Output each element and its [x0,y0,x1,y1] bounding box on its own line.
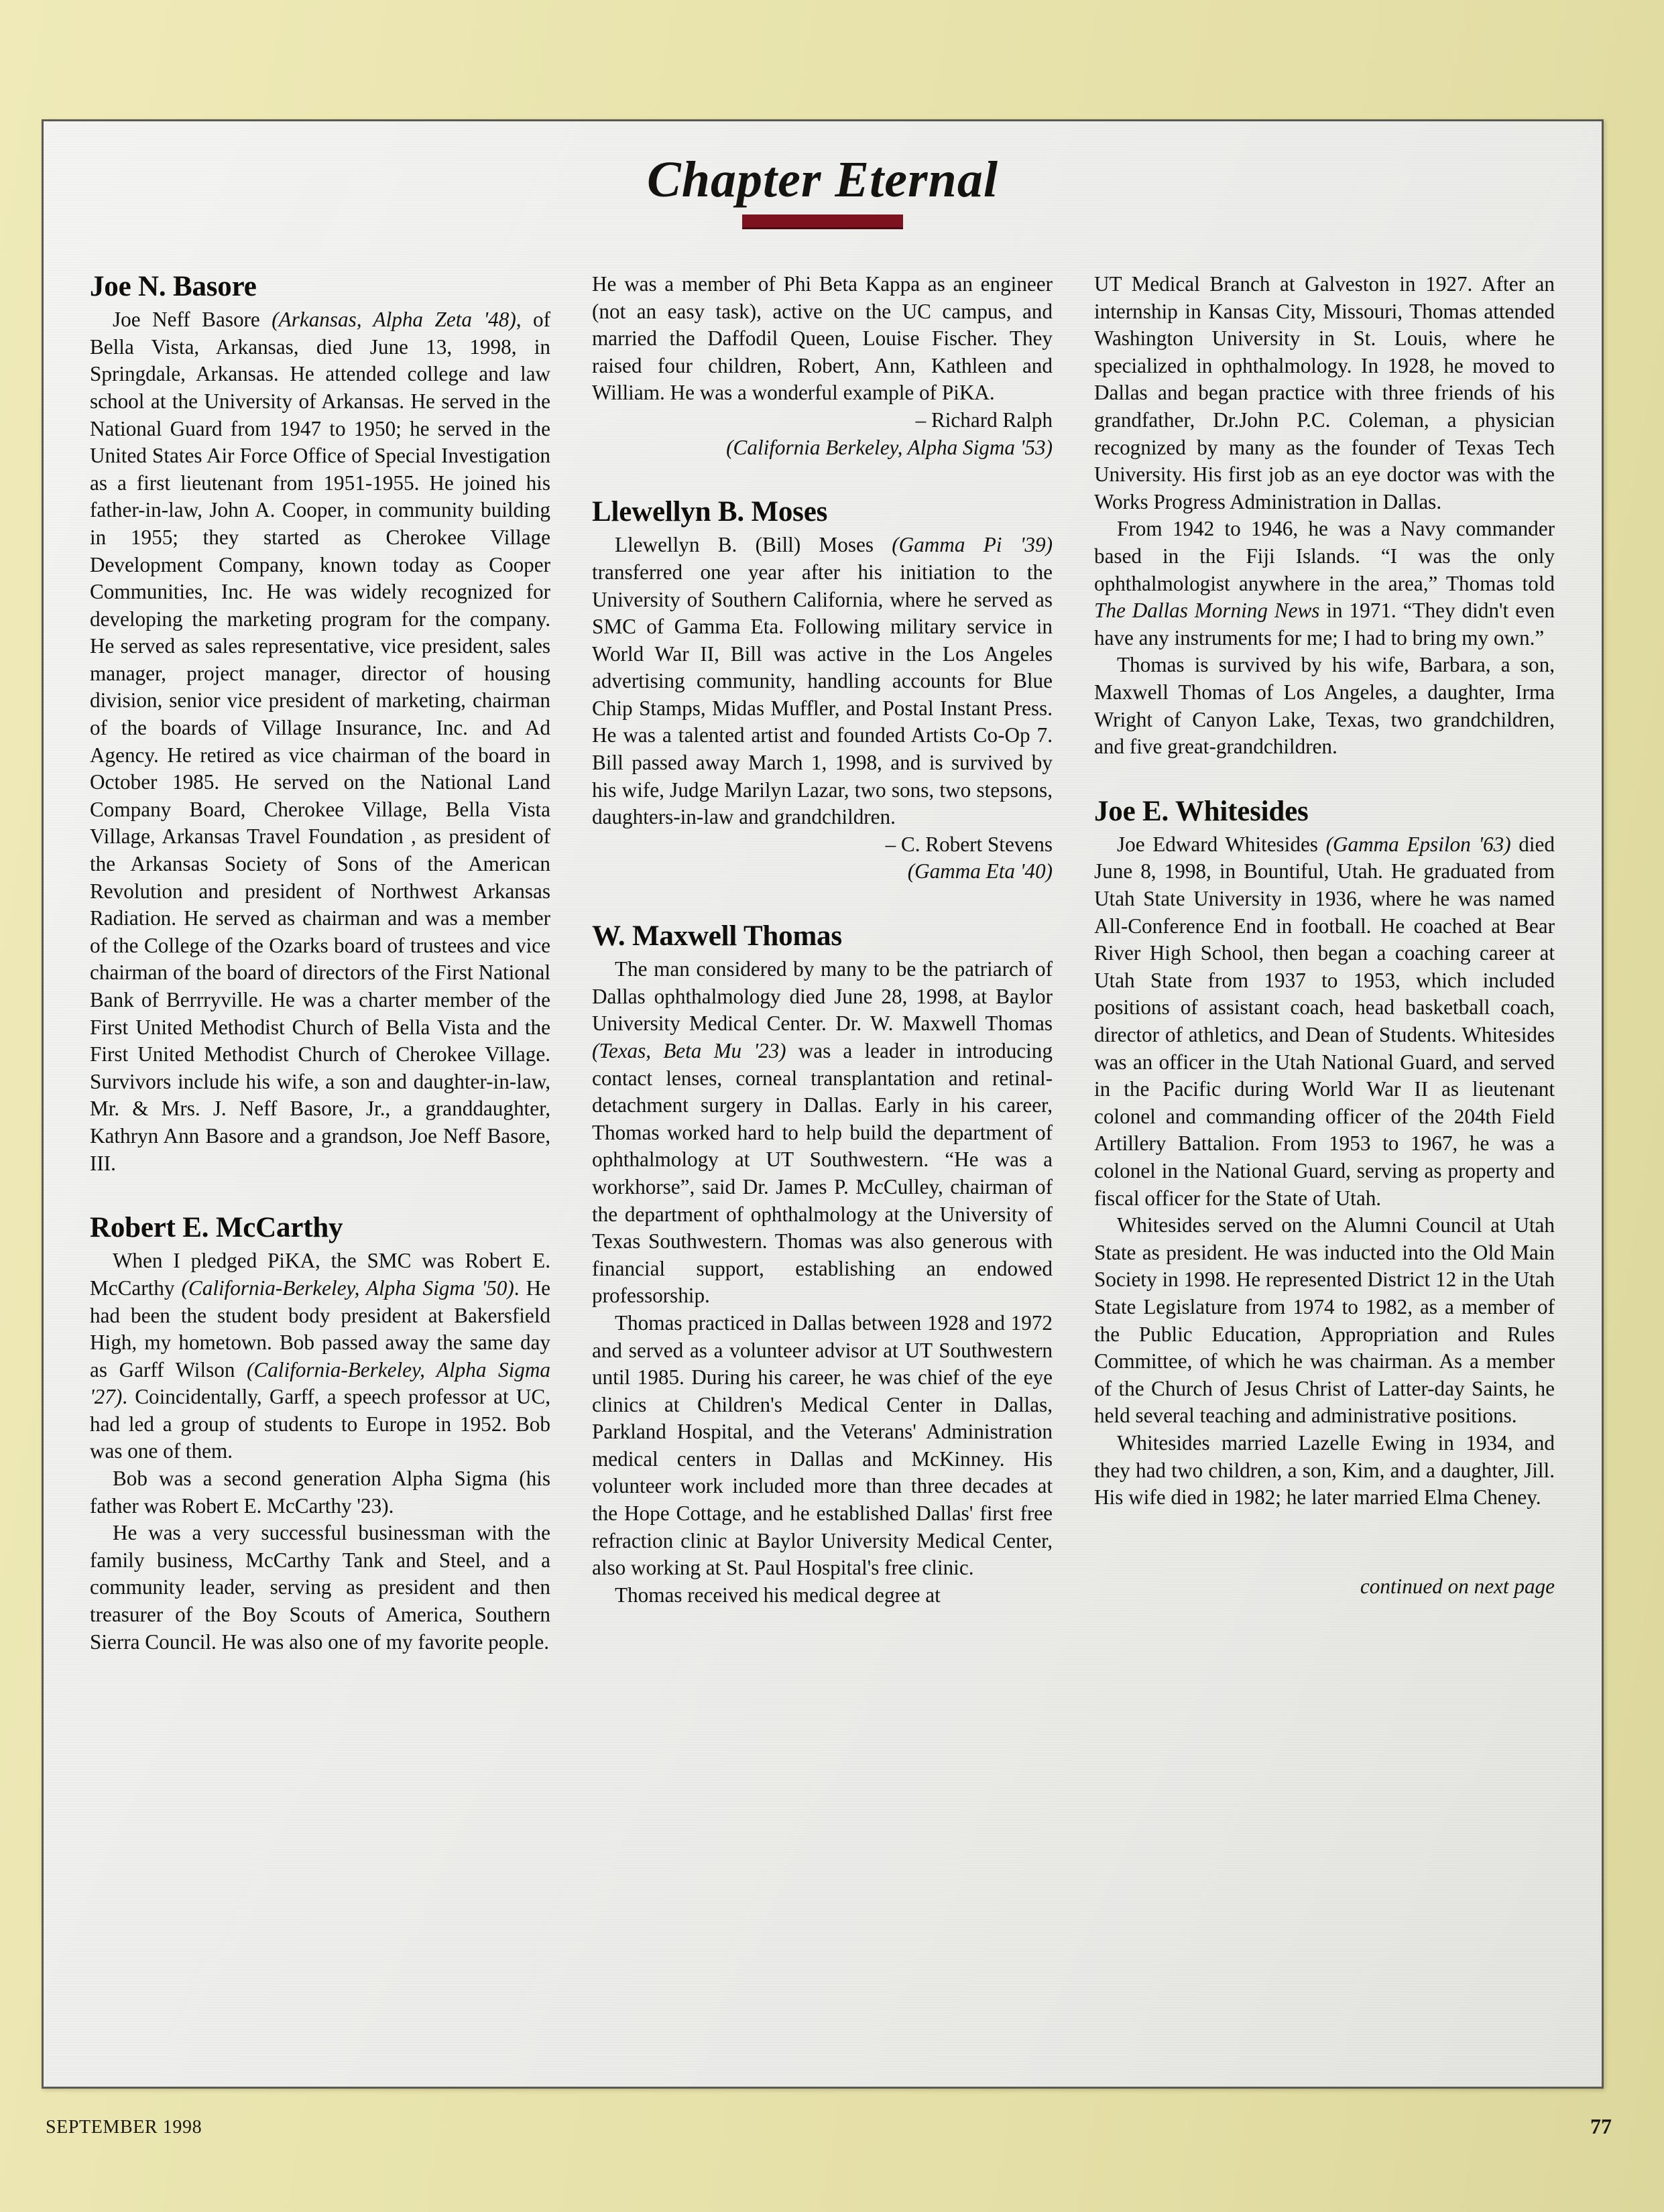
chapter-designation: (California-Berkeley, Alpha Sigma '50) [181,1276,514,1300]
attribution-name-ralph: – Richard Ralph [915,408,1053,432]
text-run: Llewellyn B. (Bill) Moses [615,533,892,557]
text-run: died June 8, 1998, in Bountiful, Utah. He graduated from Utah State University in 1936, where he was named All-Conference End in football. He coached at Bear River High School, then began a coaching career at Utah State from 1937 to 1953, which included positions of assistant coach, head basketball coach, director of athletics, and Dean of Students. Whitesides was an officer in the Utah National Guard, and served in the Pacific during World War II as lieutenant colonel and commanding officer of the 204th Field Artillery Battalion. From 1953 to 1967, he was a colonel in the National Guard, serving as property and fiscal officer for the State of Utah. [1094,832,1555,1210]
obituary-body-thomas-p2: Thomas practiced in Dallas between 1928 and 1972 and served as a volunteer advisor at UT Southwestern until 1985. During his career, he was chief of the eye clinics at Children's Medical Center in Dallas, Parkland Hospital, and the Veterans' Administration medical centers in Dallas and McKinney. His volunteer work included more than three decades at the Hope Cottage, and he established Dallas' first free refraction clinic at Baylor University Medical Center, also working at St. Paul Hospital's free clinic. [592,1310,1053,1580]
continued-note: continued on next page [1360,1574,1555,1598]
text-run: The man considered by many to be the patriarch of Dallas ophthalmology died June 28, 1998, at Baylor University Medical Center. Dr. W. Maxwell Thomas [592,957,1053,1036]
text-run: Joe Neff Basore [113,308,272,332]
text-run: , of Bella Vista, Arkansas, died June 13, 1998, in Springdale, Arkansas. He attended college and law school at the University of Arkansas. He served in the National Guard from 1947 to 1950; he served in the United States Air Force Office of Special Investigation as a first lieutenant from 1951-1955. He joined his father-in-law, John A. Cooper, in community building in 1955; they started as Cherokee Village Development Company, known today as Cooper Communities, Inc. He was widely recognized for developing the marketing program for the company. He served as sales representative, vice president, sales manager, project manager, director of housing division, senior vice president of marketing, chairman of the boards of Village Insurance, Inc. and Ad Agency. He retired as vice chairman of the board in October 1985. He served on the National Land Company Board, Cherokee Village, Bella Vista Village, Arkansas Travel Foundation , as president of the Arkansas Society of Sons of the American Revolution and president of Northwest Arkansas Radiation. He served as chairman and was a member of the College of the Ozarks board of trustees and vice chairman of the board of directors of the First National Bank of Berrryville. He was a charter member of the First United Methodist Church of Bella Vista and the First United Methodist Church of Cherokee Village. Survivors include his wife, a son and daughter-in-law, Mr. & Mrs. J. Neff Basore, Jr., a granddaughter, Kathryn Ann Basore and a grandson, Joe Neff Basore, III. [90,308,551,1175]
column-3 [1094,271,1555,2028]
obituary-body-mccarthy-p2: Bob was a second generation Alpha Sigma (his father was Robert E. McCarthy '23). [90,1467,550,1518]
attribution-chapter-stevens: (Gamma Eta '40) [907,859,1053,883]
obituary-body-thomas-p3-continued: UT Medical Branch at Galveston in 1927. After an internship in Kansas City, Missouri, Thomas attended Washington University in St. Louis, where he specialized in ophthalmology. In 1928, he moved to Dallas and began practice with three friends of his grandfather, Dr.John P.C. Coleman, a physician recognized by many as the founder of Texas Tech University. His first job as an eye doctor was with the Works Progress Administration in Dallas. [1094,272,1555,513]
obituary-body-mccarthy-p1 [90,1247,550,1465]
page-number: 77 [1590,2114,1612,2138]
chapter-designation: (Arkansas, Alpha Zeta '48) [272,308,516,332]
text-run: Joe Edward Whitesides [1117,832,1326,856]
chapter-designation: (Texas, Beta Mu '23) [592,1038,786,1062]
obituary-body-whitesides-p3: Whitesides married Lazelle Ewing in 1934, and they had two children, a son, Kim, and a daughter, Jill. His wife died in 1982; he later married Elma Cheney. [1094,1430,1555,1510]
obituary-body-mccarthy-p3: He was a very successful businessman with the family business, McCarthy Tank and Steel, and a community leader, serving as president and then treasurer of the Boy Scouts of America, Southern Sierra Council. He was also one of my favorite people. [90,1521,550,1654]
page-sheet [42,119,1604,2089]
page-footer [42,2114,1622,2146]
text-run: When I pledged PiKA, the SMC was Robert E. McCarthy [90,1249,550,1300]
chapter-designation: (California-Berkeley, Alpha Sigma '27) [90,1357,550,1409]
obituary-heading-basore: Joe N. Basore [90,271,257,302]
text-run: . He had been the student body president at Bakersfield High, my hometown. Bob passed away the same day as Garff Wilson [90,1276,550,1381]
publication-title: The Dallas Morning News [1094,599,1320,623]
text-run: . Coincidentally, Garff, a speech professor at UC, had led a group of students to Europe in 1952. Bob was one of them. [90,1385,550,1463]
column-1 [90,271,550,2028]
obituary-body-whitesides-p1 [1094,831,1555,1212]
obituary-body-thomas-p1 [592,956,1053,1310]
obituary-heading-thomas: W. Maxwell Thomas [592,920,842,953]
obituary-body-thomas-p3-start: Thomas received his medical degree at [615,1583,941,1607]
masthead [42,151,1604,229]
obituary-heading-mccarthy: Robert E. McCarthy [90,1212,343,1244]
text-run: in 1971. “They didn't even have any instruments for me; I had to bring my own.” [1094,599,1555,650]
attribution-name-stevens: – C. Robert Stevens [885,832,1053,856]
text-run: transferred one year after his initiation to the University of Southern California, where he served as SMC of Gamma Eta. Following military service in World War II, Bill was active in the Los Angeles advertising community, handling accounts for Blue Chip Stamps, Midas Muffler, and Postal Instant Press. He was a talented artist and founded Artists Co-Op 7. Bill passed away March 1, 1998, and is survived by his wife, Judge Marilyn Lazar, two sons, two stepsons, daughters-in-law and grandchildren. [592,560,1053,829]
obituary-heading-whitesides: Joe E. Whitesides [1094,795,1309,827]
obituary-body-basore [90,306,550,1177]
attribution-chapter-ralph: (California Berkeley, Alpha Sigma '53) [726,435,1053,459]
obituary-body-whitesides-p2: Whitesides served on the Alumni Council at Utah State as president. He was inducted into the Old Main Society in 1998. He represented District 12 in the Utah State Legislature from 1974 to 1982, as a member of the Public Education, Appropriation and Rules Committee, of which he was chairman. As a member of the Church of Jesus Christ of Latter-day Saints, he held several teaching and administrative positions. [1094,1213,1555,1428]
chapter-designation: (Gamma Pi '39) [892,533,1053,557]
obituary-heading-moses: Llewellyn B. Moses [592,496,828,528]
column-2 [592,271,1053,2028]
page-title: Chapter Eternal [647,151,998,208]
obituary-body-mccarthy-continued: He was a member of Phi Beta Kappa as an engineer (not an easy task), active on the UC campus, and married the Daffodil Queen, Louise Fischer. They raised four children, Robert, Ann, Kathleen and William. He was a wonderful example of PiKA. [592,272,1053,405]
obituary-body-thomas-p5: Thomas is survived by his wife, Barbara, a son, Maxwell Thomas of Los Angeles, a daughter, Irma Wright of Canyon Lake, Texas, two grandchildren, and five great-grandchildren. [1094,653,1555,759]
obituary-body-thomas-p4 [1094,515,1555,652]
issue-date: SEPTEMBER 1998 [46,2117,202,2138]
chapter-designation: (Gamma Epsilon '63) [1325,832,1511,856]
obituary-body-moses [592,532,1053,831]
article-columns [90,271,1555,2028]
text-run: From 1942 to 1946, he was a Navy commander based in the Fiji Islands. “I was the only ophthalmologist anywhere in the area,” Thomas told [1094,517,1555,595]
text-run: was a leader in introducing contact lenses, corneal transplantation and retinal-detachment surgery in Dallas. Early in his career, Thomas worked hard to help build the department of ophthalmology at UT Southwestern. “He was a workhorse”, said Dr. James P. McCulley, chairman of the department of ophthalmology at the University of Texas Southwestern. Thomas was also generous with financial support, establishing an endowed professorship. [592,1038,1053,1308]
masthead-rule-bar [742,214,903,229]
